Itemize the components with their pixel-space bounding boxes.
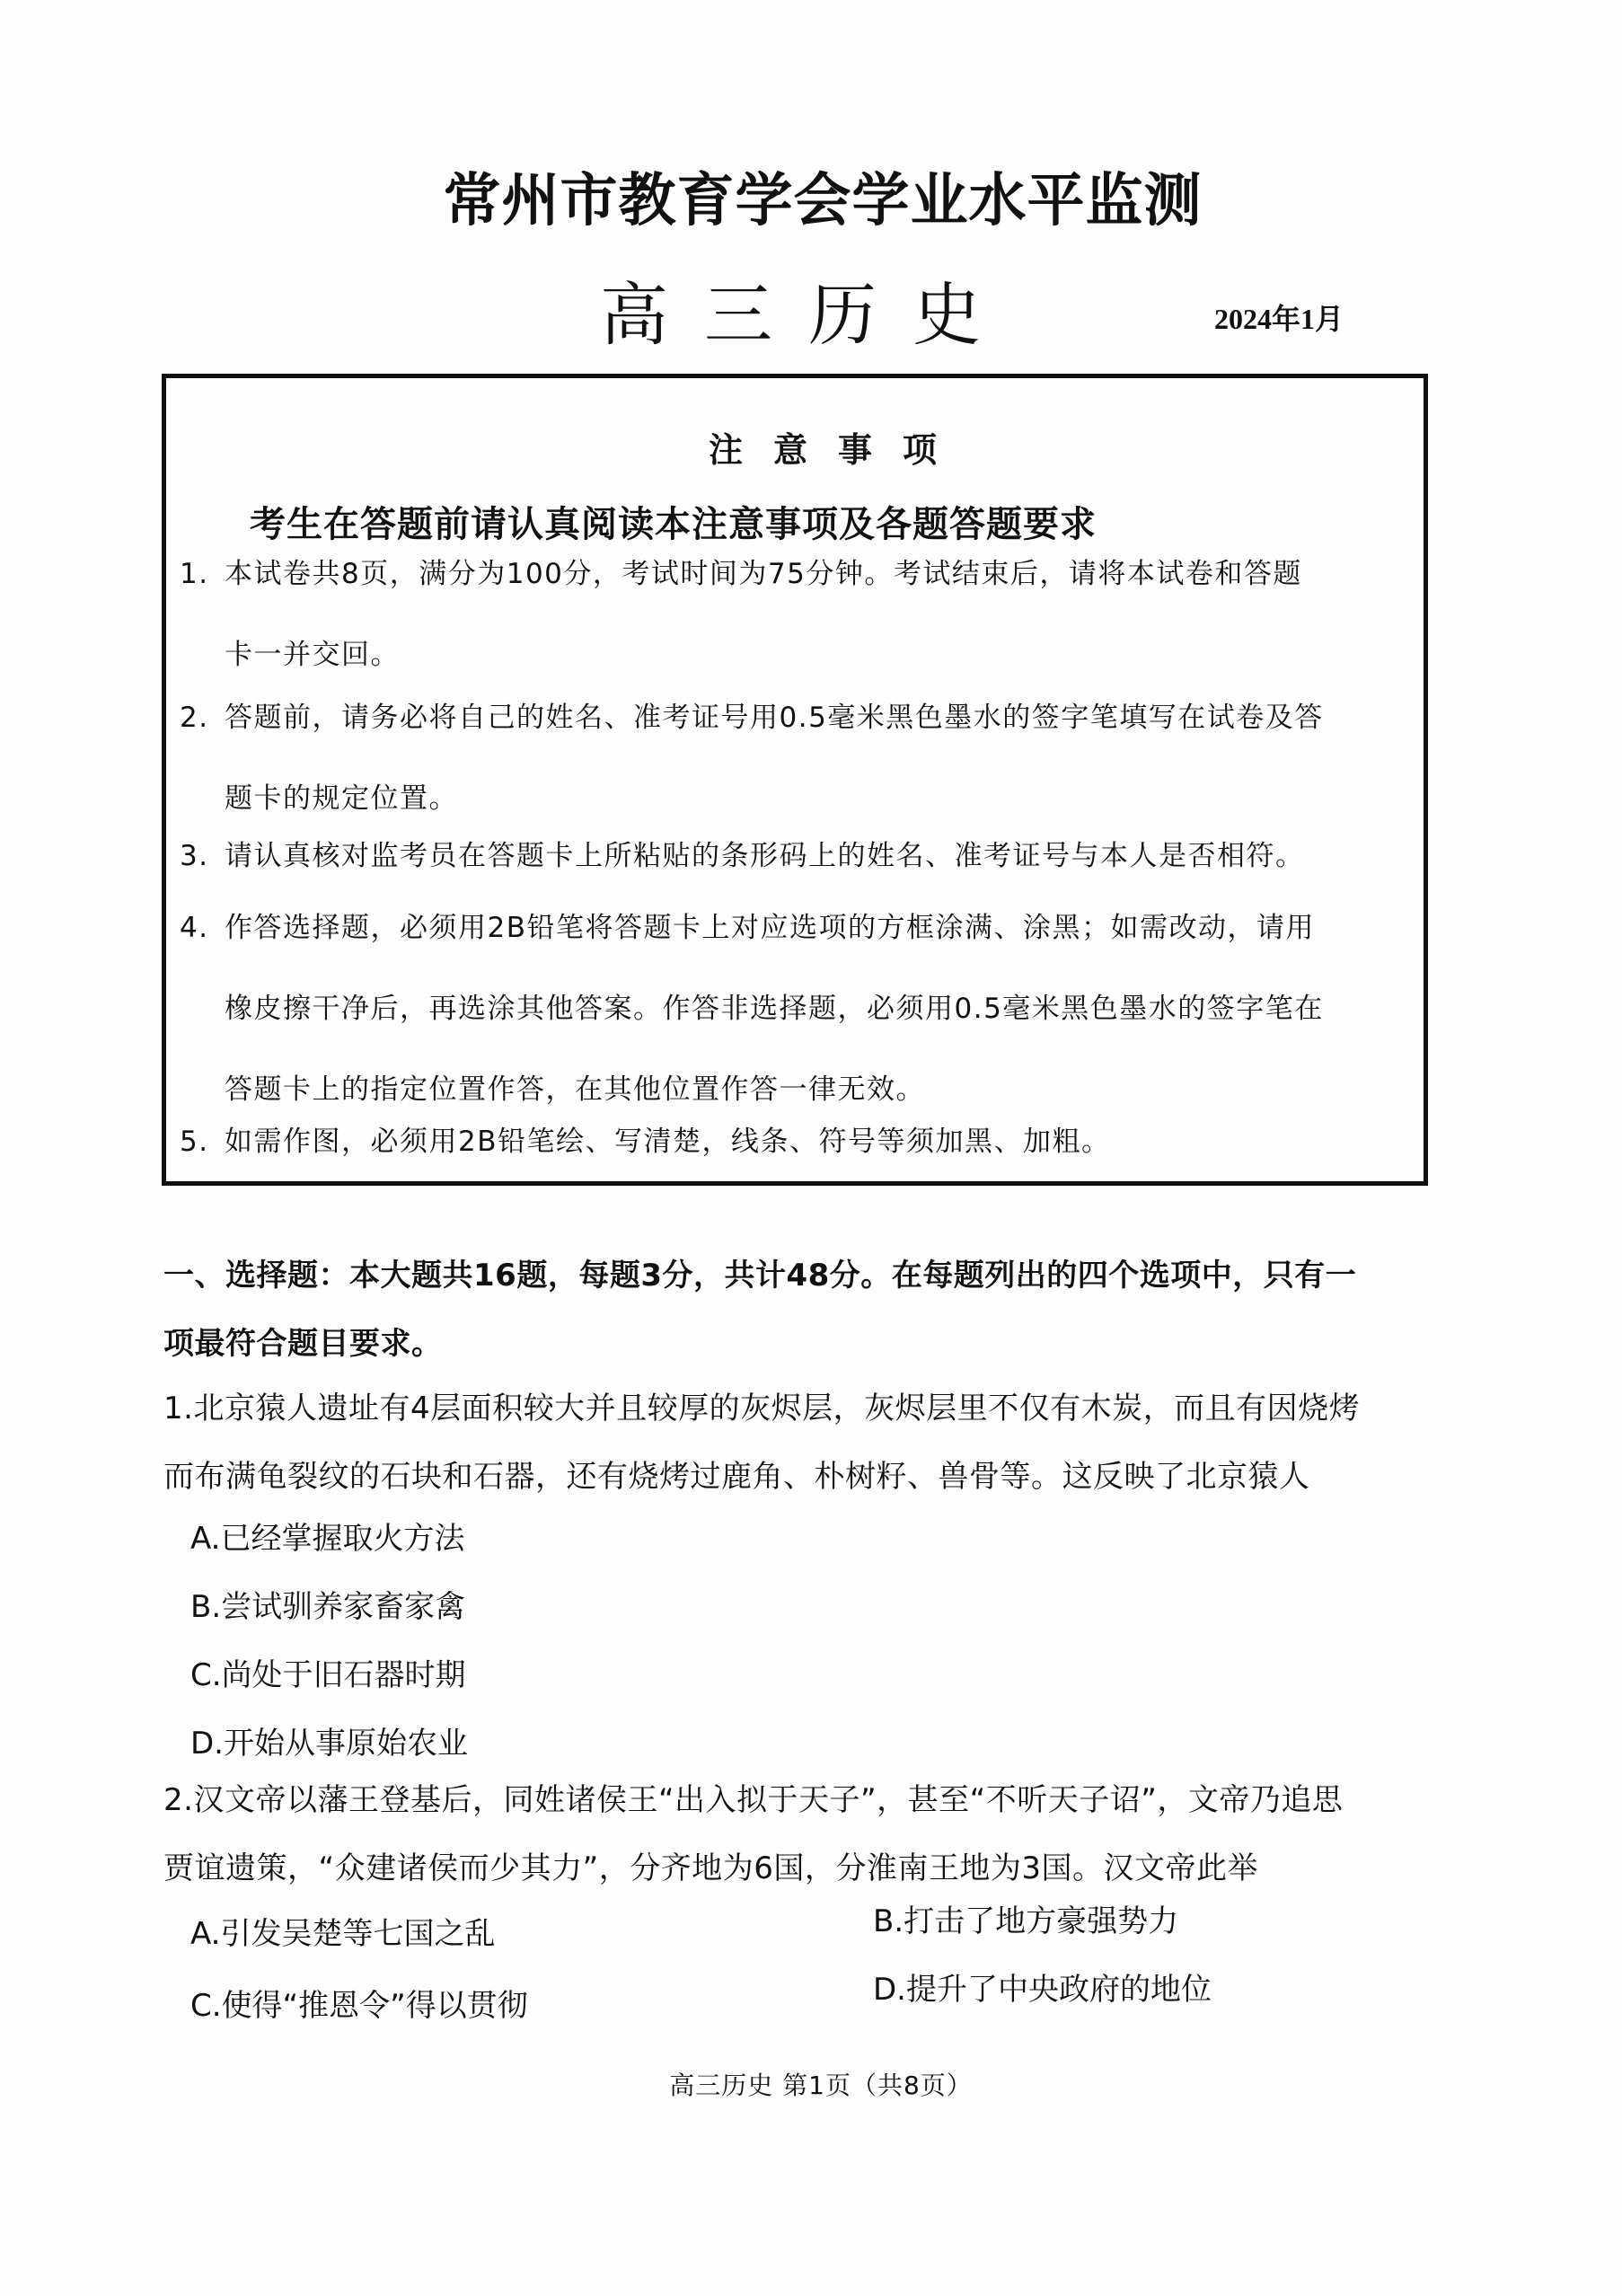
question-stem-line: 1.北京猿人遗址有4层面积较大并且较厚的灰烬层，灰烬层里不仅有木炭，而且有因烧烤 bbox=[163, 1391, 1361, 1426]
notice-item bbox=[180, 677, 1410, 839]
notice-item-text-continued: 题卡的规定位置。 bbox=[225, 782, 458, 815]
notice-item-text: 请认真核对监考员在答题卡上所粘贴的条形码上的姓名、准考证号与本人是否相符。 bbox=[225, 840, 1305, 872]
notice-item bbox=[180, 887, 1410, 1130]
notice-item-text: 如需作图，必须用2B铅笔绘、写清楚，线条、符号等须加黑、加粗。 bbox=[225, 1126, 1111, 1158]
notice-item-number: 3. bbox=[180, 840, 209, 872]
notice-item bbox=[180, 534, 1410, 695]
question-2-option-d[interactable]: D.提升了中央政府的地位 bbox=[873, 1972, 1212, 2008]
notice-item-number: 4. bbox=[180, 912, 209, 944]
question-2-option-a[interactable]: A.引发吴楚等七国之乱 bbox=[190, 1916, 496, 1952]
question-2-option-b[interactable]: B.打击了地方豪强势力 bbox=[873, 1903, 1179, 1939]
notice-item-number: 2. bbox=[180, 702, 209, 734]
question-1-stem bbox=[163, 1374, 1466, 1511]
exam-subject: 高三历史 bbox=[600, 275, 1017, 355]
page-footer: 高三历史 第1页（共8页） bbox=[669, 2071, 973, 2100]
notice-item-text-continued: 卡一并交回。 bbox=[225, 639, 400, 671]
notice-item-text: 本试卷共8页，满分为100分，考试时间为75分钟。考试结束后，请将本试卷和答题 bbox=[225, 558, 1302, 590]
notice-item-text: 作答选择题，必须用2B铅笔将答题卡上对应选项的方框涂满、涂黑；如需改动，请用 bbox=[225, 912, 1315, 944]
question-2-option-c[interactable]: C.使得“推恩令”得以贯彻 bbox=[190, 1988, 528, 2024]
notice-item-number: 5. bbox=[180, 1126, 209, 1158]
section-heading-line: 项最符合题目要求。 bbox=[163, 1326, 443, 1362]
question-1-option-d[interactable]: D.开始从事原始农业 bbox=[190, 1726, 468, 1762]
exam-date: 2024年1月 bbox=[1214, 303, 1344, 335]
notice-item-number: 1. bbox=[180, 558, 209, 590]
question-2-stem bbox=[163, 1766, 1466, 1903]
question-stem-line: 而布满龟裂纹的石块和石器，还有烧烤过鹿角、朴树籽、兽骨等。这反映了北京猿人 bbox=[163, 1459, 1310, 1495]
notice-subheading: 考生在答题前请认真阅读本注意事项及各题答题要求 bbox=[250, 504, 1097, 545]
notice-heading: 注意事项 bbox=[708, 430, 967, 470]
question-stem-line: 2.汉文帝以藩王登基后，同姓诸侯王“出入拟于天子”，甚至“不听天子诏”，文帝乃追思 bbox=[163, 1782, 1344, 1818]
question-1-option-b[interactable]: B.尝试驯养家畜家禽 bbox=[190, 1589, 466, 1625]
notice-item bbox=[180, 1101, 1410, 1182]
section-heading bbox=[163, 1241, 1457, 1378]
notice-item-text-continued: 橡皮擦干净后，再选涂其他答案。作答非选择题，必须用0.5毫米黑色墨水的签字笔在 bbox=[225, 993, 1324, 1025]
question-1-option-c[interactable]: C.尚处于旧石器时期 bbox=[190, 1657, 466, 1693]
notice-item-text-continued: 答题卡上的指定位置作答，在其他位置作答一律无效。 bbox=[225, 1073, 925, 1106]
notice-item-text: 答题前，请务必将自己的姓名、准考证号用0.5毫米黑色墨水的签字笔填写在试卷及答 bbox=[225, 702, 1324, 734]
question-stem-line: 贾谊遗策，“众建诸侯而少其力”，分齐地为6国，分淮南王地为3国。汉文帝此举 bbox=[163, 1850, 1258, 1886]
question-1-option-a[interactable]: A.已经掌握取火方法 bbox=[190, 1521, 465, 1557]
exam-title: 常州市教育学会学业水平监测 bbox=[443, 168, 1203, 234]
section-heading-line: 一、选择题：本大题共16题，每题3分，共计48分。在每题列出的四个选项中，只有一 bbox=[163, 1258, 1357, 1294]
notice-item bbox=[180, 816, 1410, 896]
